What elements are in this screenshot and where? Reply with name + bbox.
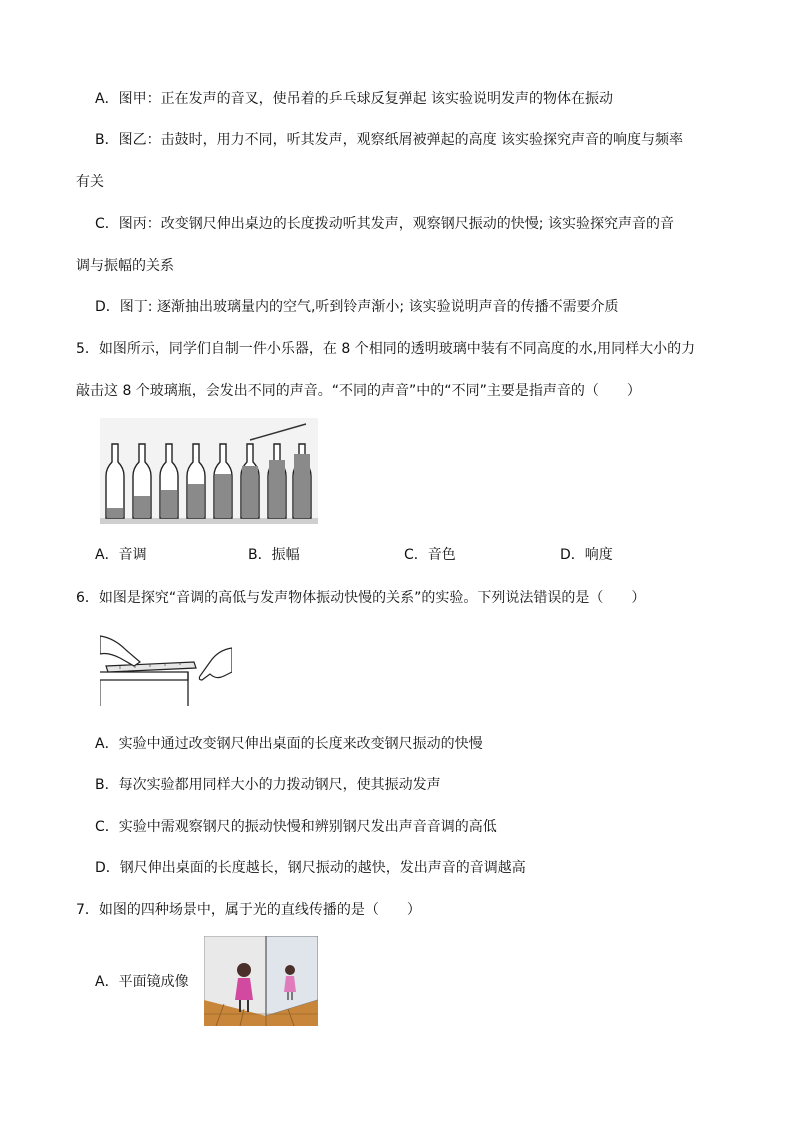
q6-option-c: C．实验中需观察钢尺的振动快慢和辨别钢尺发出声音音调的高低: [95, 819, 497, 835]
q6-stem: 6．如图是探究“音调的高低与发声物体振动快慢的关系”的实验。下列说法错误的是（ ）: [76, 590, 646, 606]
mirror-image-figure: [204, 936, 318, 1026]
desk: [100, 672, 188, 706]
ruler-experiment-figure: [100, 632, 232, 706]
q6-option-d: D．钢尺伸出桌面的长度越长，钢尺振动的越快，发出声音的音调越高: [95, 860, 526, 876]
q4-option-c-line2: 调与振幅的关系: [76, 258, 174, 274]
bottle-8: [293, 444, 311, 518]
bottles-figure: [100, 418, 318, 524]
q7-stem: 7．如图的四种场景中，属于光的直线传播的是（ ）: [76, 902, 421, 918]
q4-option-c-line1: C．图丙：改变钢尺伸出桌边的长度拨动听其发声，观察钢尺振动的快慢; 该实验探究声音的音: [95, 216, 674, 232]
q4-option-b-line2: 有关: [76, 174, 104, 190]
q4-option-a: A．图甲：正在发声的音叉，使吊着的乒乓球反复弹起 该实验说明发声的物体在振动: [95, 91, 614, 107]
q5-stem-line1: 5．如图所示，同学们自制一件小乐器，在 8 个相同的透明玻璃中装有不同高度的水,用同样大小的力: [76, 341, 696, 357]
q4-option-b-line1: B．图乙：击鼓时，用力不同，听其发声，观察纸屑被弹起的高度 该实验探究声音的响度与频率: [95, 132, 684, 148]
steel-ruler: [106, 662, 196, 672]
q6-option-b: B．每次实验都用同样大小的力拨动钢尺，使其振动发声: [95, 777, 441, 793]
q4-option-d: D．图丁: 逐渐抽出玻璃量内的空气,听到铃声渐小; 该实验说明声音的传播不需要介质: [95, 299, 619, 315]
q5-option-c: C．音色: [404, 547, 456, 563]
q5-option-b: B．振幅: [248, 547, 300, 563]
q6-option-a: A．实验中通过改变钢尺伸出桌面的长度来改变钢尺振动的快慢: [95, 736, 483, 752]
pressing-hand: [100, 636, 140, 666]
q7-option-a-label: A．平面镜成像: [95, 974, 189, 990]
q5-option-d: D．响度: [560, 547, 613, 563]
plucking-hand: [199, 648, 232, 680]
q5-stem-line2: 敲击这 8 个玻璃瓶，会发出不同的声音。“不同的声音”中的“不同”主要是指声音的（ ）: [76, 383, 641, 399]
q5-option-a: A．音调: [95, 547, 147, 563]
